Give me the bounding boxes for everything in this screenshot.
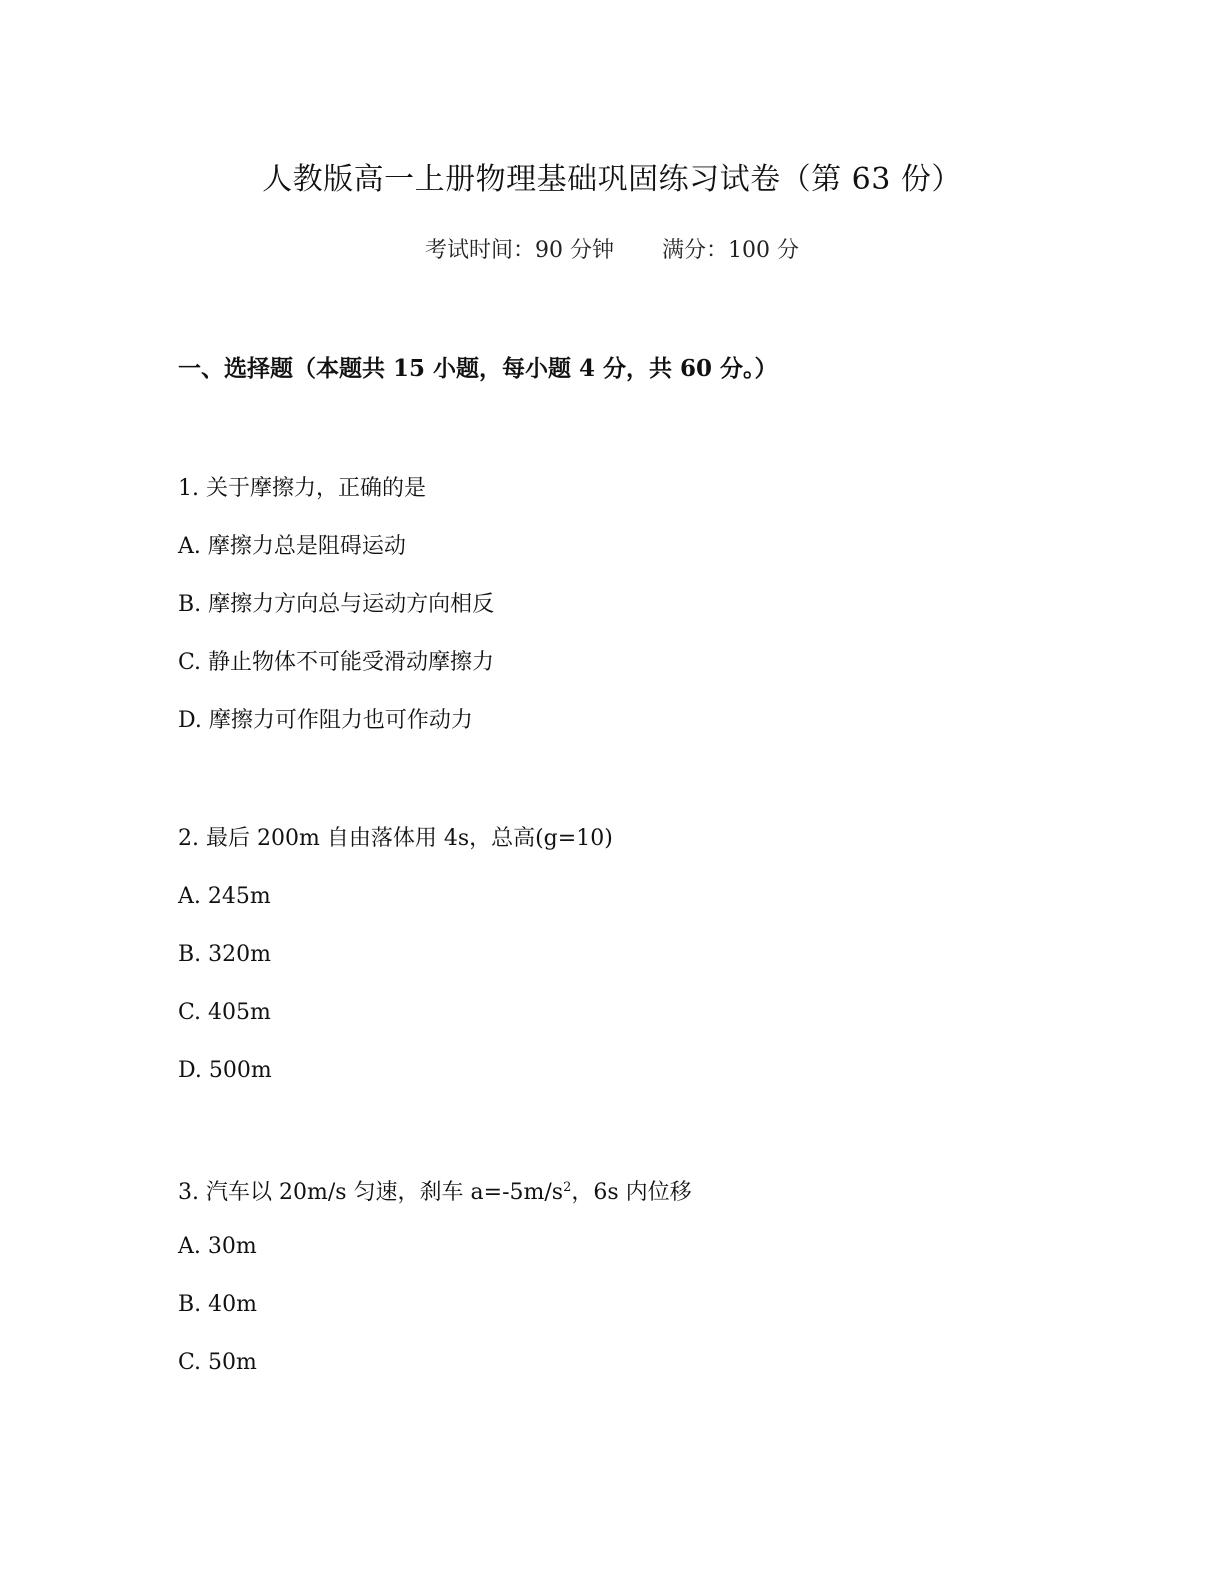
- page-title: 人教版高一上册物理基础巩固练习试卷（第 63 份）: [262, 162, 962, 197]
- question-3-stem-tail: ，6s 内位移: [571, 1180, 692, 1205]
- question-1-option-d: D. 摩擦力可作阻力也可作动力: [178, 708, 473, 733]
- question-2-option-b: B. 320m: [178, 942, 272, 967]
- question-3-stem: [178, 1173, 692, 1208]
- question-2-stem: 2. 最后 200m 自由落体用 4s，总高(g=10): [178, 826, 613, 851]
- question-2-option-c: C. 405m: [178, 1000, 271, 1025]
- question-1-stem: 1. 关于摩擦力，正确的是: [178, 476, 426, 501]
- question-3-option-a: A. 30m: [178, 1234, 257, 1259]
- question-1-option-b: B. 摩擦力方向总与运动方向相反: [178, 592, 495, 617]
- question-2-option-d: D. 500m: [178, 1058, 272, 1083]
- question-2-option-a: A. 245m: [178, 884, 271, 909]
- question-1-option-a: A. 摩擦力总是阻碍运动: [178, 534, 406, 559]
- question-3-stem-exponent: 2: [563, 1180, 572, 1195]
- question-1-option-c: C. 静止物体不可能受滑动摩擦力: [178, 650, 495, 675]
- question-3-stem-main: 3. 汽车以 20m/s 匀速，刹车 a=-5m/s: [178, 1180, 564, 1205]
- question-3-option-b: B. 40m: [178, 1292, 258, 1317]
- question-3-option-c: C. 50m: [178, 1350, 257, 1375]
- exam-meta: [0, 236, 1224, 266]
- section-heading: 一、选择题（本题共 15 小题，每小题 4 分，共 60 分。）: [178, 355, 778, 382]
- exam-score: 满分：100 分: [662, 238, 799, 263]
- exam-time: 考试时间：90 分钟: [425, 238, 614, 263]
